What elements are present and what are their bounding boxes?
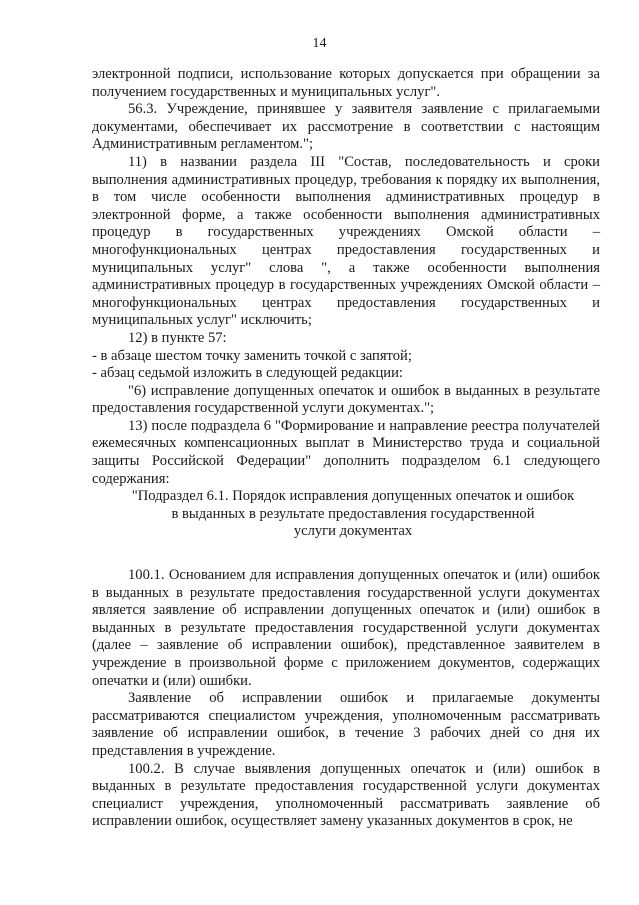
paragraph-dash-2: - абзац седьмой изложить в следующей редакции: (92, 365, 403, 382)
paragraph-statement: Заявление об исправлении ошибок и прилагаемые документы рассматриваются специалистом учреждения, уполномоченным рассматривать заявление об исправлении ошибок, в течение 3 рабочих дней со дня их представления в учреждение. (92, 690, 600, 759)
paragraph-item-11: 11) в названии раздела III "Состав, последовательность и сроки выполнения административных процедур, требования к порядку их выполнения, в том числе особенности выполнения административных процедур в электронной форме, а также особенности выполнения административных процедур в государственных учреждениях Омской области – многофункциональных центрах предоставления государственных и муниципальных услуг" слова ", а также особенности выполнения административных процедур в государственных учреждениях Омской области – многофункциональных центрах предоставления государственных и муниципальных услуг" исключить; (92, 153, 600, 329)
paragraph-56-3: 56.3. Учреждение, принявшее у заявителя заявление с прилагаемыми документами, обеспечивает их рассмотрение в соответствии с настоящим Административным регламентом."; (92, 101, 600, 153)
page-number: 14 (312, 36, 327, 51)
section-heading (92, 488, 600, 541)
paragraph-quote-6: "6) исправление допущенных опечаток и ошибок в выданных в результате предоставления государственной услуги документах."; (92, 382, 600, 417)
paragraph-dash-1: - в абзаце шестом точку заменить точкой с запятой; (92, 347, 412, 364)
document-body (92, 66, 600, 831)
paragraph-100-1: 100.1. Основанием для исправления допущенных опечаток и (или) ошибок в выданных в результате предоставления государственной услуги документах является заявление об исправлении допущенных опечаток и (или) ошибок в выданных в результате предоставления государственной услуги документах (далее – заявление об исправлении ошибок), представленное заявителем в учреждение в произвольной форме с приложением документов, содержащих опечатки и (или) ошибки. (92, 567, 600, 689)
paragraph-item-13: 13) после подраздела 6 "Формирование и направление реестра получателей ежемесячных компенсационных выплат в Министерство труда и социальной защиты Российской Федерации" дополнить подразделом 6.1 следующего содержания: (92, 417, 600, 487)
paragraph-100-2: 100.2. В случае выявления допущенных опечаток и (или) ошибок в выданных в результате предоставления государственной услуги документах специалист учреждения, уполномоченный рассматривать заявление об исправлении ошибок, осуществляет замену указанных документов в срок, не (92, 760, 600, 830)
section-heading-line-3: услуги документах (293, 523, 413, 540)
paragraph-continuation: электронной подписи, использование которых допускается при обращении за получением государственных и муниципальных услуг". (92, 66, 600, 100)
section-heading-line-2: в выданных в результате предоставления государственной (171, 505, 535, 522)
paragraph-item-12: 12) в пункте 57: (128, 329, 227, 346)
section-heading-line-1: "Подраздел 6.1. Порядок исправления допущенных опечаток и ошибок (131, 488, 575, 505)
spacer (92, 541, 600, 567)
